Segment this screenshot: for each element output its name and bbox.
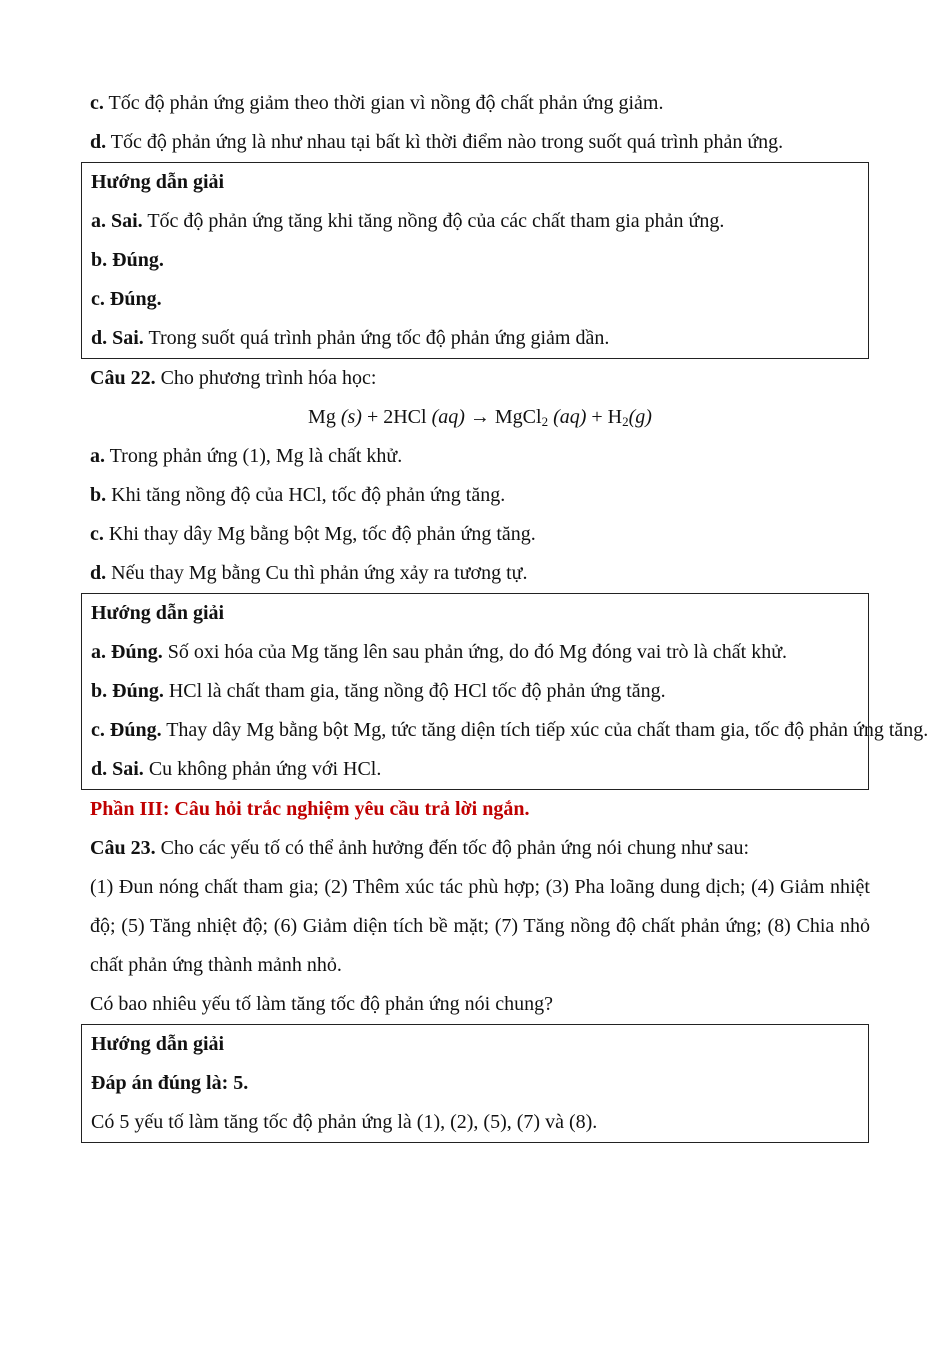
q22-solution-c: c. Đúng. Thay dây Mg bằng bột Mg, tức tăng diện tích tiếp xúc của chất tham gia, tốc độ phản ứng tăng. — [91, 719, 929, 741]
part3-title: Phần III: Câu hỏi trắc nghiệm yêu cầu trả lời ngắn. — [90, 798, 530, 820]
q22-solution-d: d. Sai. Cu không phản ứng với HCl. — [91, 758, 382, 780]
q22-stem: Câu 22. Cho phương trình hóa học: — [90, 367, 377, 389]
document-page — [90, 84, 929, 1143]
q23-solution-text: Có 5 yếu tố làm tăng tốc độ phản ứng là (1), (2), (5), (7) và (8). — [91, 1111, 598, 1133]
q23-question: Có bao nhiêu yếu tố làm tăng tốc độ phản ứng nói chung? — [90, 993, 553, 1015]
q22-solution-b: b. Đúng. HCl là chất tham gia, tăng nồng độ HCl tốc độ phản ứng tăng. — [91, 680, 666, 702]
q22-option-d: d. Nếu thay Mg bằng Cu thì phản ứng xảy ra tương tự. — [90, 562, 528, 584]
q21-option-d: d. Tốc độ phản ứng là như nhau tại bất kì thời điểm nào trong suốt quá trình phản ứng. — [90, 131, 784, 153]
q22-solution-box — [81, 593, 929, 790]
q21-solution-box — [81, 162, 869, 359]
q21-solution-a: a. Sai. Tốc độ phản ứng tăng khi tăng nồng độ của các chất tham gia phản ứng. — [91, 210, 725, 232]
q21-solution-title: Hướng dẫn giải — [91, 171, 225, 193]
q21-option-c: c. Tốc độ phản ứng giảm theo thời gian vì nồng độ chất phản ứng giảm. — [90, 92, 664, 114]
q21-solution-d: d. Sai. Trong suốt quá trình phản ứng tốc độ phản ứng giảm dần. — [91, 327, 610, 349]
q22-option-c: c. Khi thay dây Mg bằng bột Mg, tốc độ phản ứng tăng. — [90, 523, 536, 545]
q23-solution-box — [81, 1024, 869, 1143]
q22-equation: Mg (s) + 2HCl (aq) → MgCl$_2$ $(aq) + H_2(g)$ — [308, 406, 652, 429]
q23-solution-title: Hướng dẫn giải — [91, 1033, 225, 1055]
q23-factors: (1) Đun nóng chất tham gia; (2) Thêm xúc tác phù hợp; (3) Pha loãng dung dịch; (4) Giảm nhiệt độ; (5) Tăng nhiệt độ; (6) Giảm diện tích bề mặt; (7) Tăng nồng độ chất phản ứng; (8) Chia nhỏ chất phản ứng thành mảnh nhỏ. — [90, 876, 870, 976]
q23-solution-answer: Đáp án đúng là: 5. — [91, 1072, 249, 1094]
q21-solution-b: b. Đúng. — [91, 249, 164, 271]
q22-solution-title: Hướng dẫn giải — [91, 602, 225, 624]
q22-option-b: b. Khi tăng nồng độ của HCl, tốc độ phản ứng tăng. — [90, 484, 506, 506]
q23-stem: Câu 23. Cho các yếu tố có thể ảnh hưởng đến tốc độ phản ứng nói chung như sau: — [90, 837, 750, 859]
q22-option-a: a. Trong phản ứng (1), Mg là chất khử. — [90, 445, 403, 467]
q21-solution-c: c. Đúng. — [91, 288, 162, 310]
q22-solution-a: a. Đúng. Số oxi hóa của Mg tăng lên sau phản ứng, do đó Mg đóng vai trò là chất khử. — [91, 641, 788, 663]
